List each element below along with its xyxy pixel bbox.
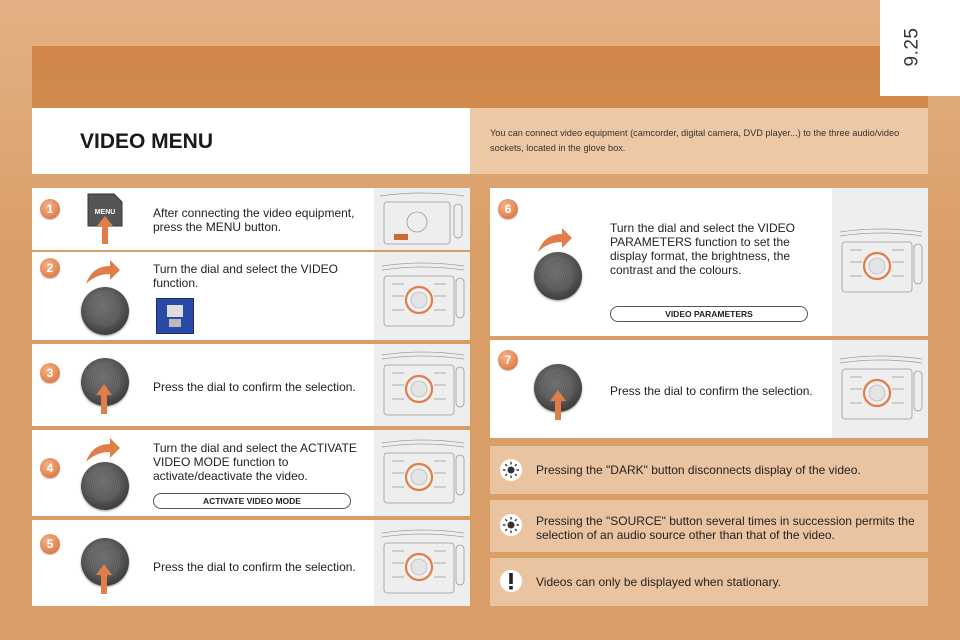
dial-knob[interactable] <box>81 462 129 510</box>
step-text-7: Press the dial to confirm the selection. <box>610 384 813 398</box>
intro-text: You can connect video equipment (camcorder, digital camera, DVD player...) to the three audio/video sockets, located in the glove box. <box>490 128 900 153</box>
sun-icon <box>500 459 522 481</box>
press-arrow-icon <box>97 216 113 244</box>
top-band <box>32 46 928 108</box>
note-text-stationary: Videos can only be displayed when stationary. <box>536 575 782 589</box>
step-number-5: 5 <box>40 534 60 554</box>
step-text-3: Press the dial to confirm the selection. <box>153 380 356 394</box>
page-number: 9.25 <box>901 27 923 67</box>
control-panel-image <box>374 344 470 426</box>
step-text-2: Turn the dial and select the VIDEO function. <box>153 262 338 290</box>
step-number-6: 6 <box>498 199 518 219</box>
step-number-4: 4 <box>40 458 60 478</box>
step-text-1: After connecting the video equipment, press the MENU button. <box>153 206 355 234</box>
control-panel-image <box>374 252 470 340</box>
rotate-arrow-icon <box>536 226 574 254</box>
video-parameters-label: VIDEO PARAMETERS <box>610 306 808 322</box>
dial-knob[interactable] <box>534 252 582 300</box>
dial-knob[interactable] <box>81 287 129 335</box>
activate-video-mode-label: ACTIVATE VIDEO MODE <box>153 493 351 509</box>
control-panel-image <box>374 430 470 516</box>
press-arrow-icon <box>550 390 566 420</box>
step-text-5: Press the dial to confirm the selection. <box>153 560 356 574</box>
sun-icon <box>500 514 522 536</box>
page-title: VIDEO MENU <box>80 130 214 153</box>
step-number-3: 3 <box>40 363 60 383</box>
control-panel-image <box>832 188 928 336</box>
control-panel-image <box>374 188 470 250</box>
note-row-source <box>490 500 928 552</box>
note-row-dark <box>490 446 928 494</box>
step-number-1: 1 <box>40 199 60 219</box>
rotate-arrow-icon <box>84 436 122 464</box>
step-number-7: 7 <box>498 350 518 370</box>
press-arrow-icon <box>96 384 112 414</box>
note-text-dark: Pressing the "DARK" button disconnects display of the video. <box>536 463 861 477</box>
note-text-source: Pressing the "SOURCE" button several times in succession permits the selection of an audio source other than that of the video. <box>536 514 915 542</box>
control-panel-image <box>832 340 928 438</box>
video-function-icon <box>156 298 194 334</box>
menu-key-label: MENU <box>94 209 116 216</box>
step-text-6: Turn the dial and select the VIDEO PARAMETERS function to set the display format, the brightness, the contrast and the colours. <box>610 221 795 277</box>
control-panel-image <box>374 520 470 606</box>
press-arrow-icon <box>96 564 112 594</box>
step-number-2: 2 <box>40 258 60 278</box>
rotate-arrow-icon <box>84 258 122 286</box>
note-row-stationary <box>490 558 928 606</box>
exclamation-icon <box>500 570 522 592</box>
step-text-4: Turn the dial and select the ACTIVATE VIDEO MODE function to activate/deactivate the video. <box>153 441 357 483</box>
